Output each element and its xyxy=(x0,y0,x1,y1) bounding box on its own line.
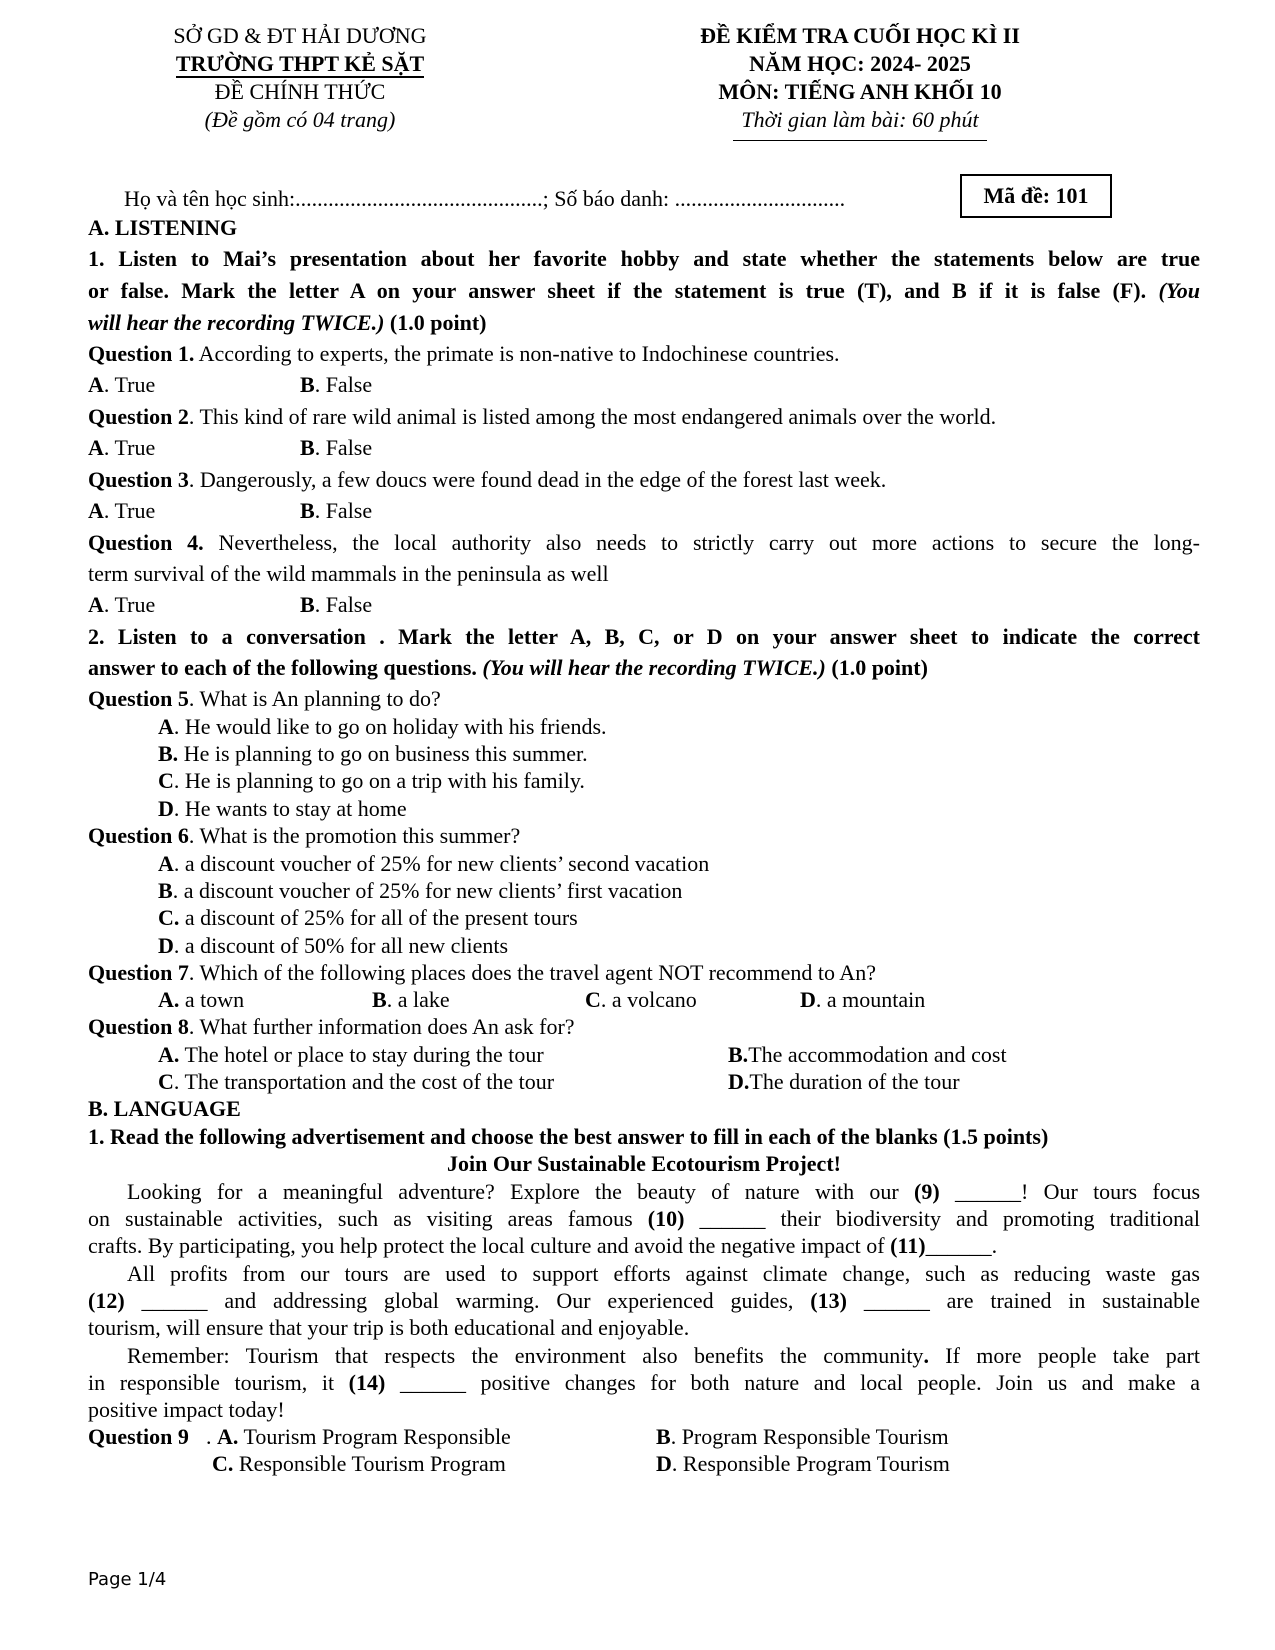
section-b-part1-instruction: 1. Read the following advertisement and choose the best answer to fill in each of the blanks (1.5 points) xyxy=(88,1124,1049,1149)
opt-a-text: . True xyxy=(103,592,156,617)
question-2 xyxy=(88,404,996,430)
option-letter: D xyxy=(800,987,816,1012)
option-letter: C xyxy=(158,768,174,793)
advertisement-title: Join Our Sustainable Ecotourism Project! xyxy=(447,1151,841,1176)
text: If more people take part xyxy=(928,1343,1200,1368)
exam-title: ĐỀ KIỂM TRA CUỐI HỌC KÌ II xyxy=(700,23,1020,48)
opt-b-label: B xyxy=(300,372,315,397)
part2-instr-bold: answer to each of the following questions. xyxy=(88,655,477,680)
page-number: Page 1/4 xyxy=(88,1569,167,1590)
ad-para3-line3: positive impact today! xyxy=(88,1397,285,1422)
ad-para1-line2 xyxy=(88,1206,1200,1232)
question-4 xyxy=(88,530,1200,556)
q6-option-d xyxy=(158,933,508,959)
option-letter: B. xyxy=(158,741,179,766)
part1-points: (1.0 point) xyxy=(389,310,487,335)
option-letter: A. xyxy=(158,1042,180,1067)
option-text: . Responsible Program Tourism xyxy=(671,1451,950,1476)
question-3 xyxy=(88,467,886,493)
option-letter: A. xyxy=(158,987,180,1012)
opt-a-label: A xyxy=(88,592,104,617)
q5-text: . What is An planning to do? xyxy=(188,686,441,711)
opt-b-text: . False xyxy=(314,498,373,523)
page-count: (Đề gồm có 04 trang) xyxy=(204,107,396,132)
option-letter: A xyxy=(158,851,174,876)
q3-text: . Dangerously, a few doucs were found dead in the edge of the forest last week. xyxy=(188,467,887,492)
option-text: . a lake xyxy=(386,987,450,1012)
opt-a-label: A xyxy=(88,435,104,460)
ad-para1-line1 xyxy=(127,1179,1200,1205)
exam-code-box: Mã đề: 101 xyxy=(960,174,1112,218)
q9-option-b xyxy=(656,1424,949,1450)
q8-option-a xyxy=(158,1042,544,1068)
q5-option-d xyxy=(158,796,407,822)
q2-label: Question 2 xyxy=(88,404,189,429)
option-text: . Program Responsible Tourism xyxy=(670,1424,949,1449)
text: on sustainable activities, such as visiting areas famous xyxy=(88,1206,633,1231)
option-text: The hotel or place to stay during the tour xyxy=(179,1042,544,1067)
q8-option-c xyxy=(158,1069,554,1095)
option-letter: B xyxy=(372,987,387,1012)
option-letter: B xyxy=(158,878,173,903)
ad-para1-line3 xyxy=(88,1233,997,1259)
student-info-line: Họ và tên học sinh:.............................................; Số báo danh: ............................... xyxy=(124,186,846,211)
opt-b-text: . False xyxy=(314,592,373,617)
blank-number: (11) xyxy=(890,1233,926,1258)
opt-a-text: . True xyxy=(103,435,156,460)
q3-label: Question 3 xyxy=(88,467,189,492)
option-letter: A xyxy=(158,714,174,739)
option-letter: B xyxy=(656,1424,671,1449)
text: ______ are trained in sustainable xyxy=(863,1288,1201,1313)
option-text: Tourism Program Responsible xyxy=(238,1424,511,1449)
q3-option-b xyxy=(300,498,372,524)
option-text: . He wants to stay at home xyxy=(173,796,407,821)
option-letter: A. xyxy=(217,1424,239,1449)
part1-instr-italic: (You xyxy=(1158,278,1201,303)
option-text: . a volcano xyxy=(600,987,697,1012)
text: ______ their biodiversity and promoting traditional xyxy=(699,1206,1201,1231)
school-year: NĂM HỌC: 2024- 2025 xyxy=(749,51,971,76)
text: ______! Our tours focus xyxy=(954,1179,1201,1204)
text: crafts. By participating, you help protect the local culture and avoid the negative impact of xyxy=(88,1233,885,1258)
q4-option-a xyxy=(88,592,155,618)
question-9 xyxy=(88,1424,189,1450)
opt-b-label: B xyxy=(300,498,315,523)
option-text: He is planning to go on business this summer. xyxy=(178,741,588,766)
option-letter: D xyxy=(158,933,174,958)
q2-option-a xyxy=(88,435,155,461)
blank-number: (12) xyxy=(88,1288,125,1313)
q4-text-cont: term survival of the wild mammals in the peninsula as well xyxy=(88,561,609,586)
question-6 xyxy=(88,823,520,849)
option-text: . He would like to go on holiday with his friends. xyxy=(173,714,607,739)
ad-para2-line3: tourism, will ensure that your trip is both educational and enjoyable. xyxy=(88,1315,690,1340)
part1-instr-bold: or false. Mark the letter A on your answer sheet if the statement is true (T), and B if it is false (F). xyxy=(88,278,1147,303)
q5-option-b xyxy=(158,741,588,767)
opt-a-label: A xyxy=(88,372,104,397)
text: ______. xyxy=(925,1233,998,1258)
q6-label: Question 6 xyxy=(88,823,189,848)
opt-b-label: B xyxy=(300,435,315,460)
blank-number: (10) xyxy=(647,1206,685,1231)
part2-instruction-line1: 2. Listen to a conversation . Mark the letter A, B, C, or D on your answer sheet to indicate the correct xyxy=(88,624,1200,649)
option-letter: C. xyxy=(212,1451,234,1476)
option-text: Responsible Tourism Program xyxy=(233,1451,506,1476)
option-text: . a discount of 50% for all new clients xyxy=(173,933,509,958)
q8-option-b xyxy=(728,1042,1007,1068)
school-name xyxy=(120,50,480,78)
q9-option-d xyxy=(656,1451,950,1477)
option-letter: B. xyxy=(728,1042,749,1067)
q1-text: According to experts, the primate is non-native to Indochinese countries. xyxy=(198,341,840,366)
q6-option-c xyxy=(158,905,578,931)
q7-option-d xyxy=(800,987,925,1013)
q6-option-b xyxy=(158,878,682,904)
part2-instr-italic: (You will hear the recording TWICE.) xyxy=(482,655,826,680)
q9-option-a: . A. Tourism Program Responsible xyxy=(206,1424,511,1449)
question-7 xyxy=(88,960,876,986)
q5-option-c xyxy=(158,768,585,794)
q5-option-a xyxy=(158,714,607,740)
q7-option-b xyxy=(372,987,450,1013)
section-b-title: B. LANGUAGE xyxy=(88,1096,241,1121)
q4-text: Nevertheless, the local authority also needs to strictly carry out more actions to secure the long- xyxy=(218,530,1201,555)
q9-label: Question 9 xyxy=(88,1424,189,1449)
question-5 xyxy=(88,686,441,712)
question-1 xyxy=(88,341,840,367)
part2-points: (1.0 point) xyxy=(831,655,928,680)
blank-number: (14) xyxy=(348,1370,386,1395)
q6-option-a xyxy=(158,851,709,877)
option-text: The duration of the tour xyxy=(749,1069,960,1094)
option-text: . He is planning to go on a trip with his family. xyxy=(173,768,585,793)
option-text: a discount of 25% for all of the present tours xyxy=(179,905,578,930)
opt-a-text: . True xyxy=(103,372,156,397)
school-name-text: TRƯỜNG THPT KẺ SẶT xyxy=(175,51,425,76)
q7-option-c xyxy=(585,987,697,1013)
part2-instruction-line2 xyxy=(88,655,928,681)
option-text: . a discount voucher of 25% for new clients’ second vacation xyxy=(173,851,710,876)
q1-label: Question 1. xyxy=(88,341,195,366)
q6-text: . What is the promotion this summer? xyxy=(188,823,521,848)
ad-para2-line1: All profits from our tours are used to support efforts against climate change, such as reducing waste gas xyxy=(127,1261,1200,1286)
blank-number: (13) xyxy=(810,1288,847,1313)
part1-instruction-line3 xyxy=(88,310,486,336)
q7-label: Question 7 xyxy=(88,960,189,985)
q4-label: Question 4. xyxy=(88,530,204,555)
opt-b-label: B xyxy=(300,592,315,617)
q5-label: Question 5 xyxy=(88,686,189,711)
official-label: ĐỀ CHÍNH THỨC xyxy=(214,79,386,104)
q2-text: . This kind of rare wild animal is listed among the most endangered animals over the world. xyxy=(188,404,997,429)
text: in responsible tourism, it xyxy=(88,1370,335,1395)
option-letter: D. xyxy=(728,1069,750,1094)
option-letter: D xyxy=(158,796,174,821)
q7-option-a xyxy=(158,987,244,1013)
q8-label: Question 8 xyxy=(88,1014,189,1039)
duration-text: Thời gian làm bài: 60 phút xyxy=(733,106,986,141)
part1-instruction-line1: 1. Listen to Mai’s presentation about her favorite hobby and state whether the statements below are true xyxy=(88,246,1200,271)
q1-option-b xyxy=(300,372,372,398)
opt-b-text: . False xyxy=(314,372,373,397)
q4-option-b xyxy=(300,592,372,618)
q7-text: . Which of the following places does the travel agent NOT recommend to An? xyxy=(188,960,876,985)
blank-number: (9) xyxy=(914,1179,940,1204)
text: Looking for a meaningful adventure? Explore the beauty of nature with our xyxy=(127,1179,899,1204)
option-text: . The transportation and the cost of the tour xyxy=(173,1069,555,1094)
text: ______ and addressing global warming. Our experienced guides, xyxy=(141,1288,794,1313)
section-a-title: A. LISTENING xyxy=(88,215,238,240)
opt-a-text: . True xyxy=(103,498,156,523)
dept-name: SỞ GD & ĐT HẢI DƯƠNG xyxy=(173,23,427,48)
opt-a-label: A xyxy=(88,498,104,523)
duration xyxy=(640,106,1080,141)
text: Remember: Tourism that respects the environment also benefits the community xyxy=(127,1343,924,1368)
ad-para2-line2 xyxy=(88,1288,1200,1314)
question-8 xyxy=(88,1014,575,1040)
option-text: . a discount voucher of 25% for new clients’ first vacation xyxy=(172,878,683,903)
option-text: The accommodation and cost xyxy=(748,1042,1007,1067)
ad-para3-line1 xyxy=(127,1343,1200,1369)
option-letter: C xyxy=(158,1069,174,1094)
ad-para3-line2 xyxy=(88,1370,1200,1396)
q1-option-a xyxy=(88,372,155,398)
q9-option-c xyxy=(212,1451,506,1477)
option-letter: D xyxy=(656,1451,672,1476)
option-text: . a mountain xyxy=(815,987,926,1012)
q3-option-a xyxy=(88,498,155,524)
option-letter: C. xyxy=(158,905,180,930)
text: . xyxy=(923,1343,929,1368)
q8-option-d xyxy=(728,1069,960,1095)
opt-b-text: . False xyxy=(314,435,373,460)
option-letter: C xyxy=(585,987,601,1012)
q8-text: . What further information does An ask for? xyxy=(188,1014,575,1039)
text: ______ positive changes for both nature and local people. Join us and make a xyxy=(399,1370,1201,1395)
subject: MÔN: TIẾNG ANH KHỐI 10 xyxy=(718,79,1002,104)
part1-instr-italic2: will hear the recording TWICE.) xyxy=(88,310,385,335)
option-text: a town xyxy=(179,987,245,1012)
q2-option-b xyxy=(300,435,372,461)
part1-instruction-line2 xyxy=(88,278,1200,304)
